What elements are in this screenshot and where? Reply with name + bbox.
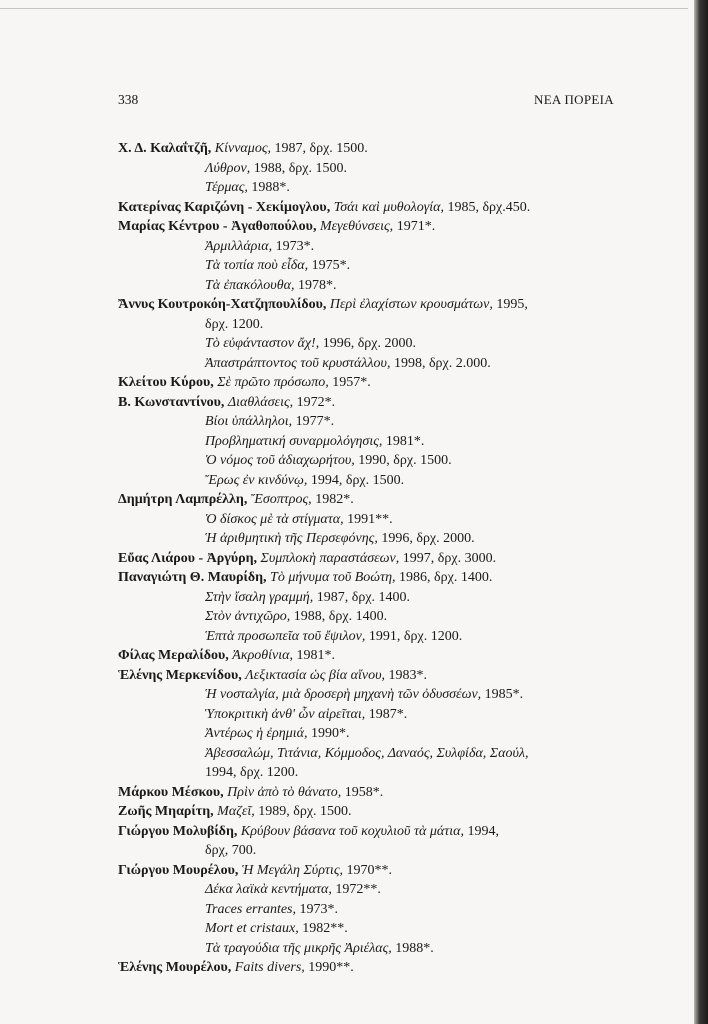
scan-edge-line xyxy=(0,8,688,9)
publication-details: 1958*. xyxy=(344,784,384,800)
publication-details: 1987, δρχ. 1500. xyxy=(274,141,368,156)
publication-details: δρχ, 700. xyxy=(205,843,257,858)
publication-details: 1975*. xyxy=(311,258,351,273)
publication-details: 1995, xyxy=(496,297,528,312)
entry-continuation-line xyxy=(118,178,678,198)
publication-details: 1989, δρχ. 1500. xyxy=(258,804,352,819)
entry-author-line xyxy=(118,490,678,510)
author-name: Μάρκου Μέσκου, xyxy=(118,784,224,800)
work-title: Ἀρμιλλάρια, xyxy=(205,238,273,254)
publication-details: 1971*. xyxy=(396,219,436,234)
entry-continuation-line xyxy=(118,451,678,471)
work-title: Στὸν ἀντιχῶρο, xyxy=(205,609,291,624)
work-title: Τὸ μήνυμα τοῦ Βοώτη, xyxy=(270,570,396,585)
work-title: Βίοι ὑπάλληλοι, xyxy=(205,414,293,429)
publication-details: 1990, δρχ. 1500. xyxy=(358,453,452,468)
work-title: Ὑποκριτικὴ ἀνθ' ὧν αἱρεῖται, xyxy=(205,706,366,722)
publication-details: 1985, δρχ.450. xyxy=(447,199,531,215)
publication-details: 1996, δρχ. 2000. xyxy=(322,336,416,351)
publication-details: 1982**. xyxy=(302,921,348,936)
entry-continuation-line xyxy=(118,705,678,725)
publication-details: 1957*. xyxy=(332,375,371,390)
publication-details: 1978*. xyxy=(297,277,337,293)
publication-details: 1990*. xyxy=(310,726,350,741)
entry-continuation-line xyxy=(118,627,678,647)
entry-continuation-line xyxy=(118,412,678,432)
publication-details: 1988*. xyxy=(251,180,290,195)
entry-continuation-line xyxy=(118,315,678,335)
entry-author-line xyxy=(118,568,678,588)
publication-details: 1973*. xyxy=(299,901,338,917)
work-title: Κίνναμος, xyxy=(214,141,271,156)
author-name: Παναγιώτη Θ. Μαυρίδη, xyxy=(118,570,267,585)
work-title: Μαζεῖ, xyxy=(217,804,255,819)
work-title: Στὴν ἴσαλη γραμμή, xyxy=(205,589,314,605)
work-title: Τὰ ἐπακόλουθα, xyxy=(205,277,295,293)
work-title: Ἔρως ἐν κινδύνῳ, xyxy=(205,472,308,488)
entry-continuation-line xyxy=(118,276,678,296)
publication-details: 1986, δρχ. 1400. xyxy=(399,570,493,585)
bibliography-list xyxy=(118,139,678,978)
entry-continuation-line xyxy=(118,919,678,939)
entry-continuation-line xyxy=(118,607,678,627)
work-title: Τὰ τραγούδια τῆς μικρῆς Ἀριέλας, xyxy=(205,940,392,956)
work-title: Ἀκροθίνια, xyxy=(232,648,294,663)
entry-continuation-line xyxy=(118,159,678,179)
author-name: Ἑλένης Μουρέλου, xyxy=(118,960,232,975)
work-title: Ἀντέρως ἡ ἐρημιά, xyxy=(205,726,308,741)
entry-continuation-line xyxy=(118,900,678,920)
entry-author-line xyxy=(118,783,678,803)
entry-continuation-line xyxy=(118,237,678,257)
entry-author-line xyxy=(118,295,678,315)
entry-continuation-line xyxy=(118,588,678,608)
entry-author-line xyxy=(118,139,678,159)
author-name: Χ. Δ. Καλαΐτζῆ, xyxy=(118,141,212,156)
running-head: ΝΕΑ ΠΟΡΕΙΑ xyxy=(534,92,614,107)
publication-details: 1994, δρχ. 1500. xyxy=(310,472,405,488)
work-title: Ἡ ἀριθμητικὴ τῆς Περσεφόνης, xyxy=(205,531,378,546)
entry-continuation-line xyxy=(118,939,678,959)
entry-author-line xyxy=(118,958,678,978)
author-name: Ἑλένης Μερκενίδου, xyxy=(118,667,242,683)
work-title: Mort et cristaux, xyxy=(205,921,299,936)
publication-details: 1981*. xyxy=(296,648,336,663)
work-title: Λύθρον, xyxy=(205,160,251,176)
entry-author-line xyxy=(118,549,678,569)
work-title: Traces errantes, xyxy=(205,901,296,917)
work-title: Ὁ δίσκος μὲ τὰ στίγματα, xyxy=(205,511,344,527)
publication-details: 1977*. xyxy=(295,414,335,429)
work-title: Λεξικτασία ὡς βία αἴνου, xyxy=(245,667,385,683)
page-binding-shadow xyxy=(694,0,708,1024)
work-title: Συμπλοκὴ παραστάσεων, xyxy=(260,550,400,566)
publication-details: 1970**. xyxy=(346,862,392,878)
work-title: Τὰ τοπία ποὺ εἶδα, xyxy=(205,258,309,273)
entry-continuation-line xyxy=(118,510,678,530)
work-title: Ἀπαστράπτοντος τοῦ κρυστάλλου, xyxy=(205,355,391,371)
entry-author-line xyxy=(118,822,678,842)
work-title: Ἀβεσσαλώμ, Τιτάνια, Κόμμοδος, Δαναός, Συλφίδα, Σαούλ, xyxy=(205,745,529,761)
publication-details: 1991, δρχ. 1200. xyxy=(368,628,463,644)
publication-details: 1972*. xyxy=(296,394,336,410)
author-name: Β. Κωνσταντίνου, xyxy=(118,394,225,410)
entry-author-line xyxy=(118,217,678,237)
publication-details: 1994, δρχ. 1200. xyxy=(205,765,299,780)
entry-continuation-line xyxy=(118,529,678,549)
work-title: Προβληματική συναρμολόγησις, xyxy=(205,433,383,449)
publication-details: 1972**. xyxy=(335,882,381,897)
author-name: Ἄννυς Κουτροκόη-Χατζηπουλίδου, xyxy=(118,297,327,312)
entry-author-line xyxy=(118,373,678,393)
work-title: Τσάι καὶ μυθολογία, xyxy=(333,199,444,215)
author-name: Ζωῆς Μηαρίτη, xyxy=(118,804,214,819)
entry-continuation-line xyxy=(118,334,678,354)
page-number: 338 xyxy=(118,92,139,107)
publication-details: 1990**. xyxy=(308,960,354,975)
author-name: Δημήτρη Λαμπρέλλη, xyxy=(118,492,248,507)
work-title: Τέρμας, xyxy=(205,180,248,195)
work-title: Ἔσοπτρος, xyxy=(250,492,312,507)
publication-details: 1997, δρχ. 3000. xyxy=(402,550,497,566)
publication-details: 1983*. xyxy=(388,667,427,683)
work-title: Μεγεθύνσεις, xyxy=(319,219,394,234)
publication-details: δρχ. 1200. xyxy=(205,316,264,332)
work-title: Ὁ νόμος τοῦ ἀδιαχωρήτου, xyxy=(205,453,355,468)
entry-continuation-line xyxy=(118,763,678,783)
publication-details: 1988*. xyxy=(395,940,434,956)
work-title: Ἑπτὰ προσωπεῖα τοῦ ἔψιλον, xyxy=(205,628,366,644)
publication-details: 1998, δρχ. 2.000. xyxy=(393,355,491,371)
work-title: Faits divers, xyxy=(234,960,305,975)
publication-details: 1988, δρχ. 1500. xyxy=(253,160,347,176)
work-title: Πρὶν ἀπὸ τὸ θάνατο, xyxy=(227,784,342,800)
work-title: Διαθλάσεις, xyxy=(227,394,294,410)
entry-author-line xyxy=(118,861,678,881)
author-name: Εὔας Λιάρου - Ἀργύρη, xyxy=(118,550,258,566)
publication-details: 1996, δρχ. 2000. xyxy=(381,531,475,546)
publication-details: 1985*. xyxy=(484,687,524,702)
publication-details: 1994, xyxy=(467,823,499,839)
author-name: Μαρίας Κέντρου - Ἀγαθοπούλου, xyxy=(118,219,317,234)
work-title: Κρύβουν βάσανα τοῦ κοχυλιοῦ τὰ μάτια, xyxy=(240,823,464,839)
entry-continuation-line xyxy=(118,432,678,452)
author-name: Κλείτου Κύρου, xyxy=(118,375,214,390)
entry-continuation-line xyxy=(118,354,678,374)
entry-author-line xyxy=(118,393,678,413)
publication-details: 1991**. xyxy=(347,511,393,527)
author-name: Κατερίνας Καριζώνη - Χεκίμογλου, xyxy=(118,199,331,215)
publication-details: 1988, δρχ. 1400. xyxy=(293,609,388,624)
entry-continuation-line xyxy=(118,256,678,276)
work-title: Ἡ Μεγάλη Σύρτις, xyxy=(241,862,343,878)
publication-details: 1973*. xyxy=(275,238,315,254)
work-title: Τὸ εὐφάνταστον ἄχ!, xyxy=(205,336,320,351)
entry-continuation-line xyxy=(118,724,678,744)
work-title: Ἡ νοσταλγία, μιὰ δροσερὴ μηχανὴ τῶν ὀδυσσέων, xyxy=(205,687,482,702)
entry-author-line xyxy=(118,646,678,666)
entry-continuation-line xyxy=(118,841,678,861)
publication-details: 1982*. xyxy=(315,492,354,507)
entry-continuation-line xyxy=(118,685,678,705)
entry-author-line xyxy=(118,198,678,218)
work-title: Σὲ πρῶτο πρόσωπο, xyxy=(217,375,329,390)
work-title: Δέκα λαϊκὰ κεντήματα, xyxy=(205,882,332,897)
entry-continuation-line xyxy=(118,744,678,764)
author-name: Γιώργου Μουρέλου, xyxy=(118,862,239,878)
publication-details: 1981*. xyxy=(385,433,425,449)
publication-details: 1987*. xyxy=(368,706,408,722)
entry-author-line xyxy=(118,802,678,822)
author-name: Γιώργου Μολυβίδη, xyxy=(118,823,238,839)
publication-details: 1987, δρχ. 1400. xyxy=(316,589,411,605)
entry-continuation-line xyxy=(118,880,678,900)
work-title: Περὶ ἐλαχίστων κρουσμάτων, xyxy=(329,297,493,312)
entry-continuation-line xyxy=(118,471,678,491)
entry-author-line xyxy=(118,666,678,686)
author-name: Φίλας Μεραλίδου, xyxy=(118,648,229,663)
